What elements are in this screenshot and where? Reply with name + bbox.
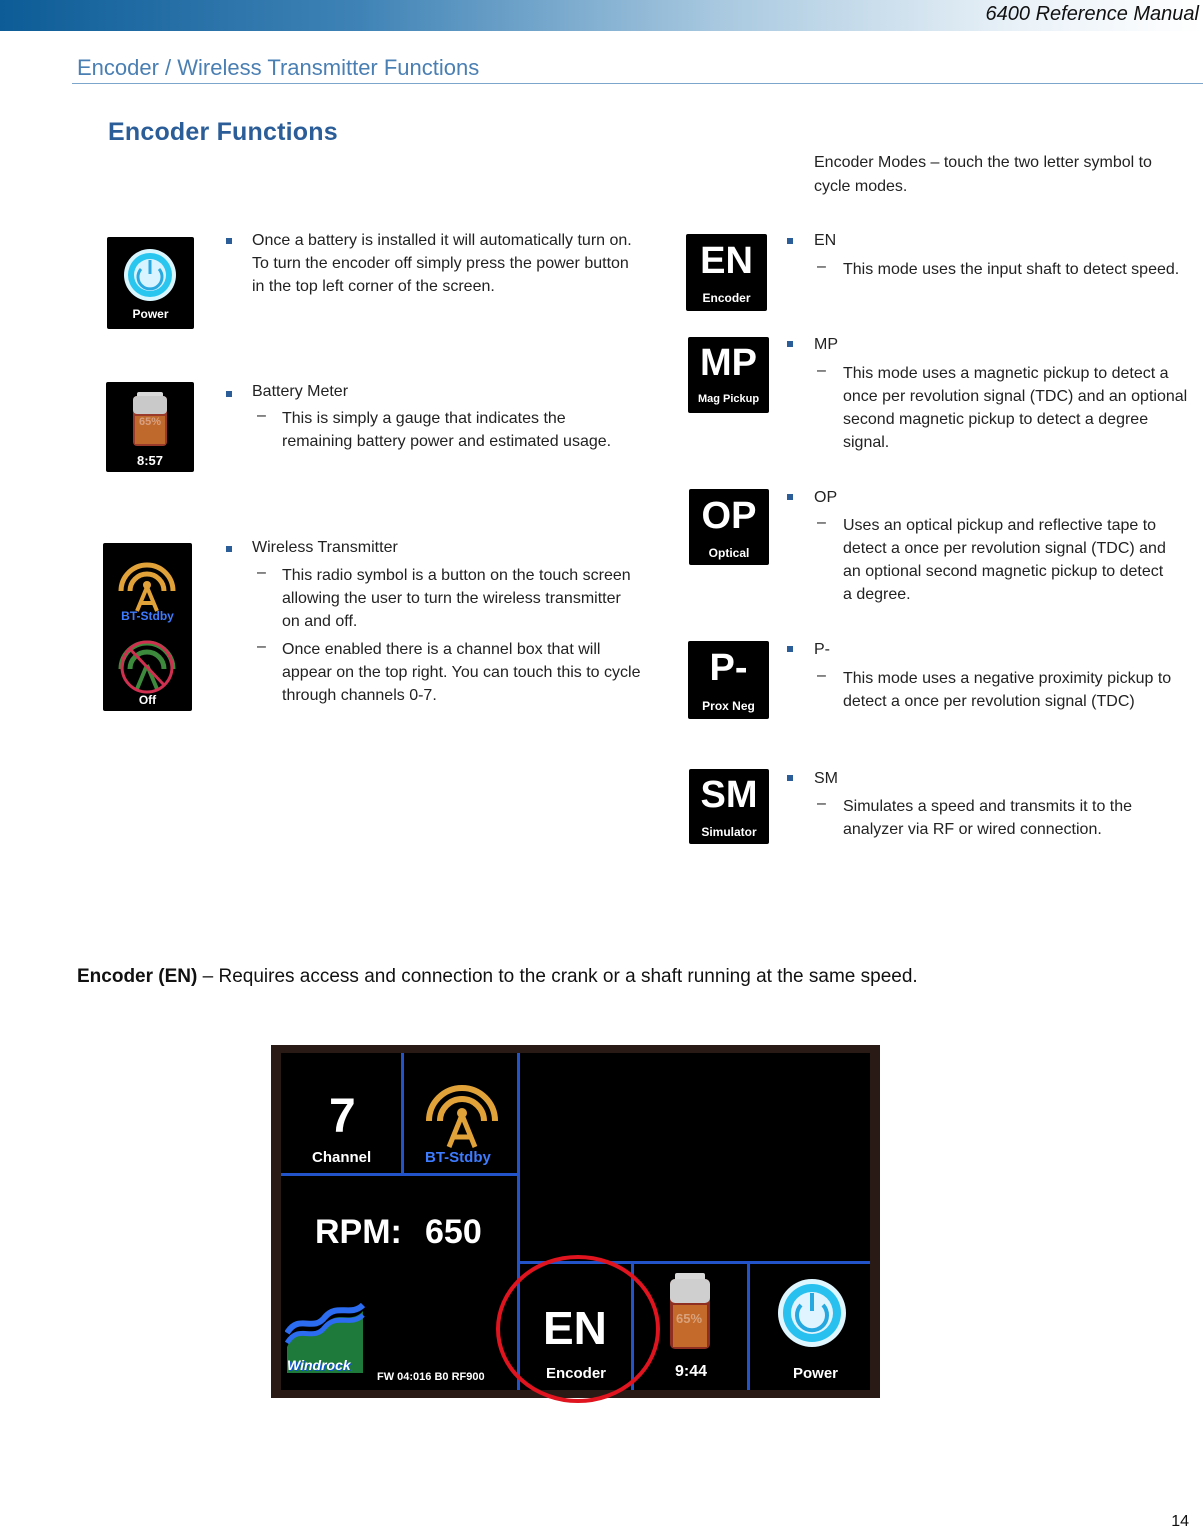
op-label: Optical bbox=[708, 546, 750, 560]
battery-percent: 65% bbox=[676, 1311, 703, 1326]
grid-line bbox=[401, 1053, 404, 1175]
prox-neg-code: P- bbox=[709, 647, 748, 689]
bullet-marker bbox=[787, 341, 793, 347]
manual-title: 6400 Reference Manual bbox=[985, 3, 1199, 25]
op-mode-icon bbox=[689, 489, 769, 565]
grid-line bbox=[281, 1173, 519, 1176]
prox-neg-desc: This mode uses a negative proximity pickup to detect a once per revolution signal (TDC) bbox=[843, 670, 1172, 710]
sm-label: Simulator bbox=[701, 825, 757, 839]
power-icon[interactable] bbox=[757, 1269, 867, 1359]
mode-code[interactable]: EN bbox=[543, 1302, 607, 1354]
en-mode-icon bbox=[686, 234, 767, 311]
device-screenshot bbox=[271, 1045, 880, 1398]
prox-neg-bullet: P- bbox=[814, 641, 830, 658]
section-title: Encoder / Wireless Transmitter Functions bbox=[77, 55, 480, 80]
wireless-sub-2: Once enabled there is a channel box that will appear on the top right. You can touch this to cycle through channels 0-7. bbox=[282, 641, 641, 704]
channel-value[interactable]: 7 bbox=[329, 1090, 356, 1143]
dash-marker: – bbox=[817, 795, 826, 812]
section-divider bbox=[72, 83, 1203, 84]
off-label: Off bbox=[138, 693, 157, 707]
grid-line bbox=[517, 1053, 520, 1263]
dash-marker: – bbox=[817, 362, 826, 379]
power-label: Power bbox=[793, 1365, 839, 1382]
windrock-logo-text: Windrock bbox=[287, 1357, 351, 1373]
battery-percent: 65% bbox=[138, 416, 162, 428]
en-label: Encoder bbox=[702, 291, 751, 305]
bullet-marker bbox=[787, 775, 793, 781]
bullet-marker bbox=[226, 546, 232, 552]
antenna-off-icon bbox=[103, 629, 192, 699]
wireless-icon-tile bbox=[103, 543, 192, 711]
battery-bullet: Battery Meter bbox=[252, 383, 349, 400]
power-icon-tile bbox=[107, 237, 194, 329]
mp-desc: This mode uses a magnetic pickup to detect a once per revolution signal (TDC) and an optional second magnetic pickup to detect a degree signal. bbox=[843, 365, 1188, 451]
sm-desc: Simulates a speed and transmits it to the analyzer via RF or wired connection. bbox=[843, 798, 1133, 838]
rpm-label: RPM: bbox=[315, 1213, 402, 1251]
power-icon bbox=[107, 241, 194, 311]
mp-mode-icon bbox=[688, 337, 769, 413]
bullet-marker bbox=[226, 391, 232, 397]
highlight-circle bbox=[495, 1253, 665, 1405]
mp-code: MP bbox=[700, 342, 757, 384]
bt-stdby-label: BT-Stdby bbox=[425, 1149, 491, 1166]
rpm-value: 650 bbox=[425, 1213, 482, 1251]
mp-bullet: MP bbox=[814, 336, 838, 353]
dash-marker: – bbox=[817, 667, 826, 684]
op-desc: Uses an optical pickup and reflective tape to detect a once per revolution signal (TDC) and an optional second magnetic pickup to detect a degree. bbox=[843, 517, 1166, 603]
mp-label: Mag Pickup bbox=[697, 393, 760, 405]
bullet-marker bbox=[226, 238, 232, 244]
sm-mode-icon bbox=[689, 769, 769, 844]
battery-sub: This is simply a gauge that indicates the remaining battery power and estimated usage. bbox=[282, 410, 612, 450]
channel-label: Channel bbox=[312, 1149, 372, 1166]
battery-time: 9:44 bbox=[675, 1363, 708, 1380]
encoder-functions-title: Encoder Functions bbox=[108, 118, 338, 146]
sm-code: SM bbox=[700, 774, 758, 816]
bullet-marker bbox=[787, 494, 793, 500]
op-bullet: OP bbox=[814, 489, 838, 506]
en-bullet: EN bbox=[814, 232, 837, 249]
dash-marker: – bbox=[817, 514, 826, 531]
bt-stdby-label: BT-Stdby bbox=[121, 609, 174, 623]
prox-neg-label: Prox Neg bbox=[702, 699, 755, 713]
wireless-bullet: Wireless Transmitter bbox=[252, 539, 398, 556]
en-desc: This mode uses the input shaft to detect speed. bbox=[843, 261, 1180, 278]
dash-marker: – bbox=[817, 258, 826, 275]
power-bullet: Once a battery is installed it will automatically turn on. To turn the encoder off simply press the power button in the top left corner of the screen. bbox=[252, 232, 632, 295]
dash-marker: – bbox=[257, 407, 266, 424]
modes-intro: Encoder Modes – touch the two letter symbol to cycle modes. bbox=[814, 154, 1152, 195]
prox-neg-mode-icon bbox=[688, 641, 769, 719]
encoder-caption bbox=[77, 966, 918, 988]
grid-line bbox=[747, 1261, 750, 1390]
bullet-marker bbox=[787, 238, 793, 244]
op-code: OP bbox=[701, 495, 757, 537]
bullet-marker bbox=[787, 646, 793, 652]
en-code: EN bbox=[700, 240, 753, 282]
mode-label: Encoder bbox=[546, 1365, 607, 1382]
firmware-label: FW 04:016 B0 RF900 bbox=[377, 1371, 485, 1383]
power-icon-label: Power bbox=[132, 307, 169, 321]
battery-icon-tile bbox=[106, 382, 194, 472]
wireless-sub-1: This radio symbol is a button on the touch screen allowing the user to turn the wireless transmitter on and off. bbox=[282, 567, 631, 630]
battery-time: 8:57 bbox=[136, 453, 164, 468]
sm-bullet: SM bbox=[814, 770, 838, 787]
antenna-icon[interactable] bbox=[407, 1069, 517, 1153]
caption-bold: Encoder (EN) bbox=[77, 966, 198, 987]
caption-text: – Requires access and connection to the crank or a shaft running at the same speed. bbox=[197, 966, 918, 987]
dash-marker: – bbox=[257, 638, 266, 655]
page-number: 14 bbox=[1171, 1513, 1189, 1530]
dash-marker: – bbox=[257, 564, 266, 581]
